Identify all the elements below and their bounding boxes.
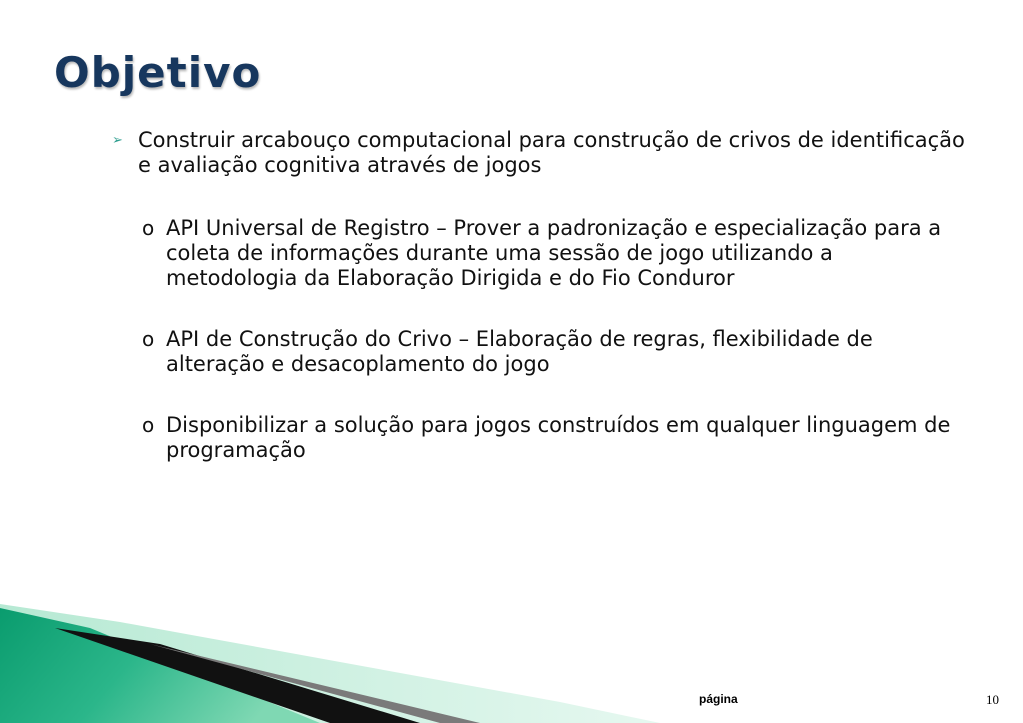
- page-number: 10: [986, 692, 999, 707]
- sub-bullet-text: Disponibilizar a solução para jogos construídos em qualquer linguagem de programação: [166, 413, 951, 462]
- sub-bullet-item: [108, 327, 968, 377]
- sub-bullet-item: [108, 216, 968, 291]
- slide-content: [108, 128, 968, 499]
- circle-bullet-icon: o: [142, 327, 155, 351]
- bullet-item: [108, 128, 968, 178]
- arrow-bullet-icon: ➢: [112, 133, 123, 148]
- footer-label: página: [699, 692, 738, 706]
- bullet-text: Construir arcabouço computacional para construção de crivos de identificação e avaliação cognitiva através de jogos: [138, 128, 965, 177]
- slide-title: Objetivo: [54, 48, 262, 97]
- circle-bullet-icon: o: [142, 216, 155, 240]
- sub-bullet-text: API de Construção do Crivo – Elaboração de regras, flexibilidade de alteração e desacoplamento do jogo: [166, 327, 873, 376]
- sub-bullet-text: API Universal de Registro – Prover a padronização e especialização para a coleta de informações durante uma sessão de jogo utilizando a metodologia da Elaboração Dirigida e do Fio Conduror: [166, 216, 942, 290]
- sub-bullet-item: [108, 413, 968, 463]
- circle-bullet-icon: o: [142, 413, 155, 437]
